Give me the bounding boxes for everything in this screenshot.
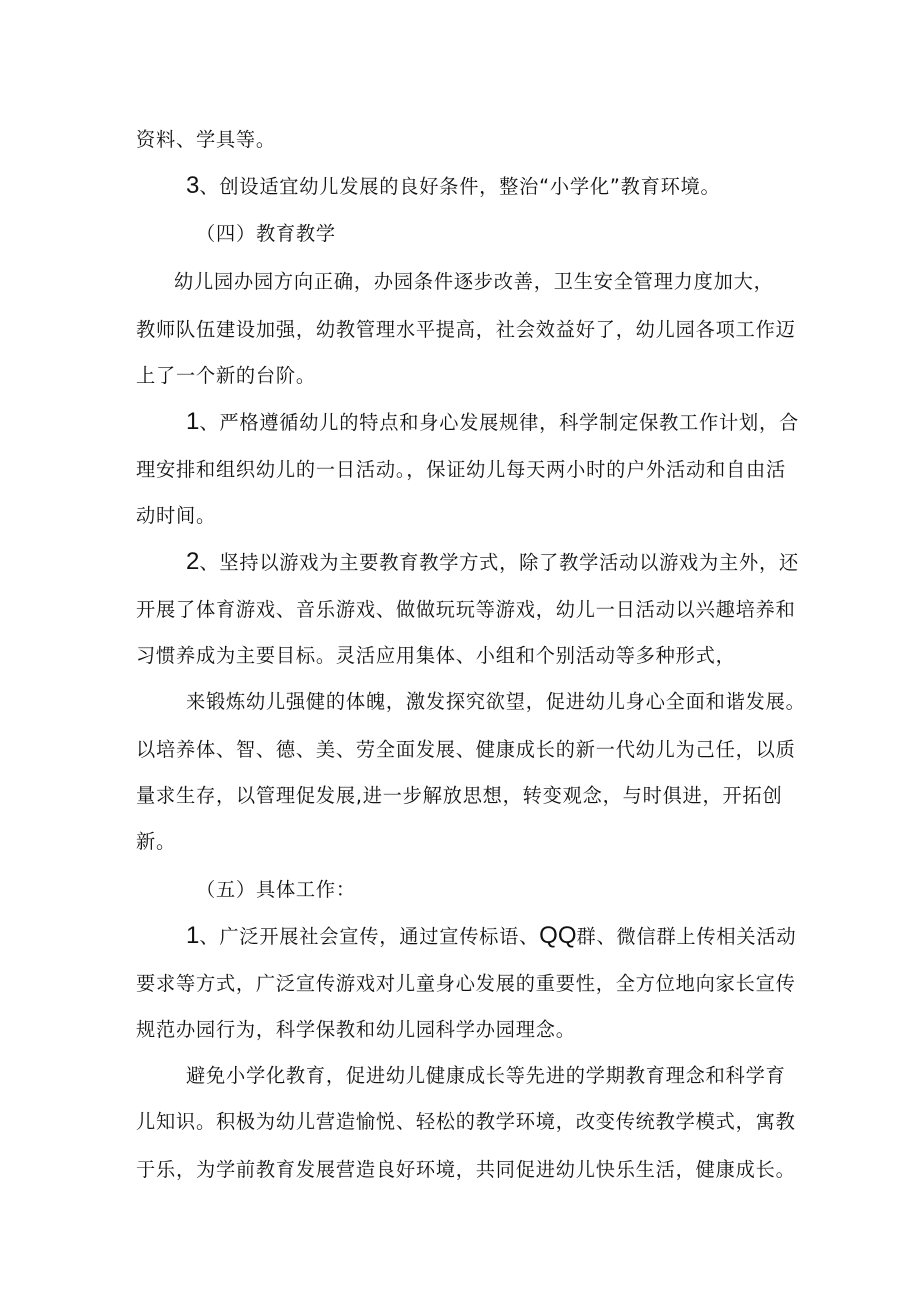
text-line-16: 新。 — [136, 830, 176, 853]
text-line-18: 1、广泛开展社会宣传，通过宣传标语、QQ群、微信群上传相关活动 — [186, 922, 797, 949]
text-line-14: 以培养体、智、德、美、劳全面发展、健康成长的新一代幼儿为己任，以质 — [136, 738, 796, 761]
text-line-11: 开展了体育游戏、音乐游戏、做做玩玩等游戏，幼儿一日活动以兴趣培养和 — [136, 598, 796, 621]
text-line-2: 3、创设适宜幼儿发展的良好条件，整治“小学化”教育环境。 — [186, 172, 721, 199]
section-heading-4: （四）教育教学 — [196, 222, 336, 245]
text-line-22: 儿知识。积极为幼儿营造愉悦、轻松的教学环境，改变传统教学模式，寓教 — [136, 1110, 796, 1133]
text-line-13: 来锻炼幼儿强健的体魄，激发探究欲望，促进幼儿身心全面和谐发展。 — [186, 690, 806, 713]
text-line-5: 教师队伍建设加强，幼教管理水平提高，社会效益好了，幼儿园各项工作迈 — [136, 318, 796, 341]
text-line-19: 要求等方式，广泛宣传游戏对儿童身心发展的重要性，全方位地向家长宣传 — [136, 972, 796, 995]
text-line-7: 1、严格遵循幼儿的特点和身心发展规律，科学制定保教工作计划，合 — [186, 408, 799, 435]
text-line-20: 规范办园行为，科学保教和幼儿园科学办园理念。 — [136, 1018, 576, 1041]
text-line-10: 2、坚持以游戏为主要教育教学方式，除了教学活动以游戏为主外，还 — [186, 548, 799, 575]
text-line-15: 量求生存，以管理促发展,进一步解放思想，转变观念，与时俱进，开拓创 — [136, 784, 783, 807]
text-line-6: 上了一个新的台阶。 — [136, 364, 316, 387]
text-line-21: 避免小学化教育，促进幼儿健康成长等先进的学期教育理念和科学育 — [186, 1064, 786, 1087]
text-line-23: 于乐，为学前教育发展营造良好环境，共同促进幼儿快乐生活，健康成长。 — [136, 1158, 796, 1181]
text-line-12: 习惯养成为主要目标。灵活应用集体、小组和个别活动等多种形式， — [136, 644, 736, 667]
text-line-8: 理安排和组织幼儿的一日活动。，保证幼儿每天两小时的户外活动和自由活 — [136, 458, 786, 481]
text-line-4: 幼儿园办园方向正确，办园条件逐步改善，卫生安全管理力度加大， — [174, 270, 774, 293]
text-line-9: 动时间。 — [136, 504, 216, 527]
text-line-1: 资料、学具等。 — [136, 128, 276, 151]
section-heading-5: （五）具体工作： — [196, 878, 356, 901]
